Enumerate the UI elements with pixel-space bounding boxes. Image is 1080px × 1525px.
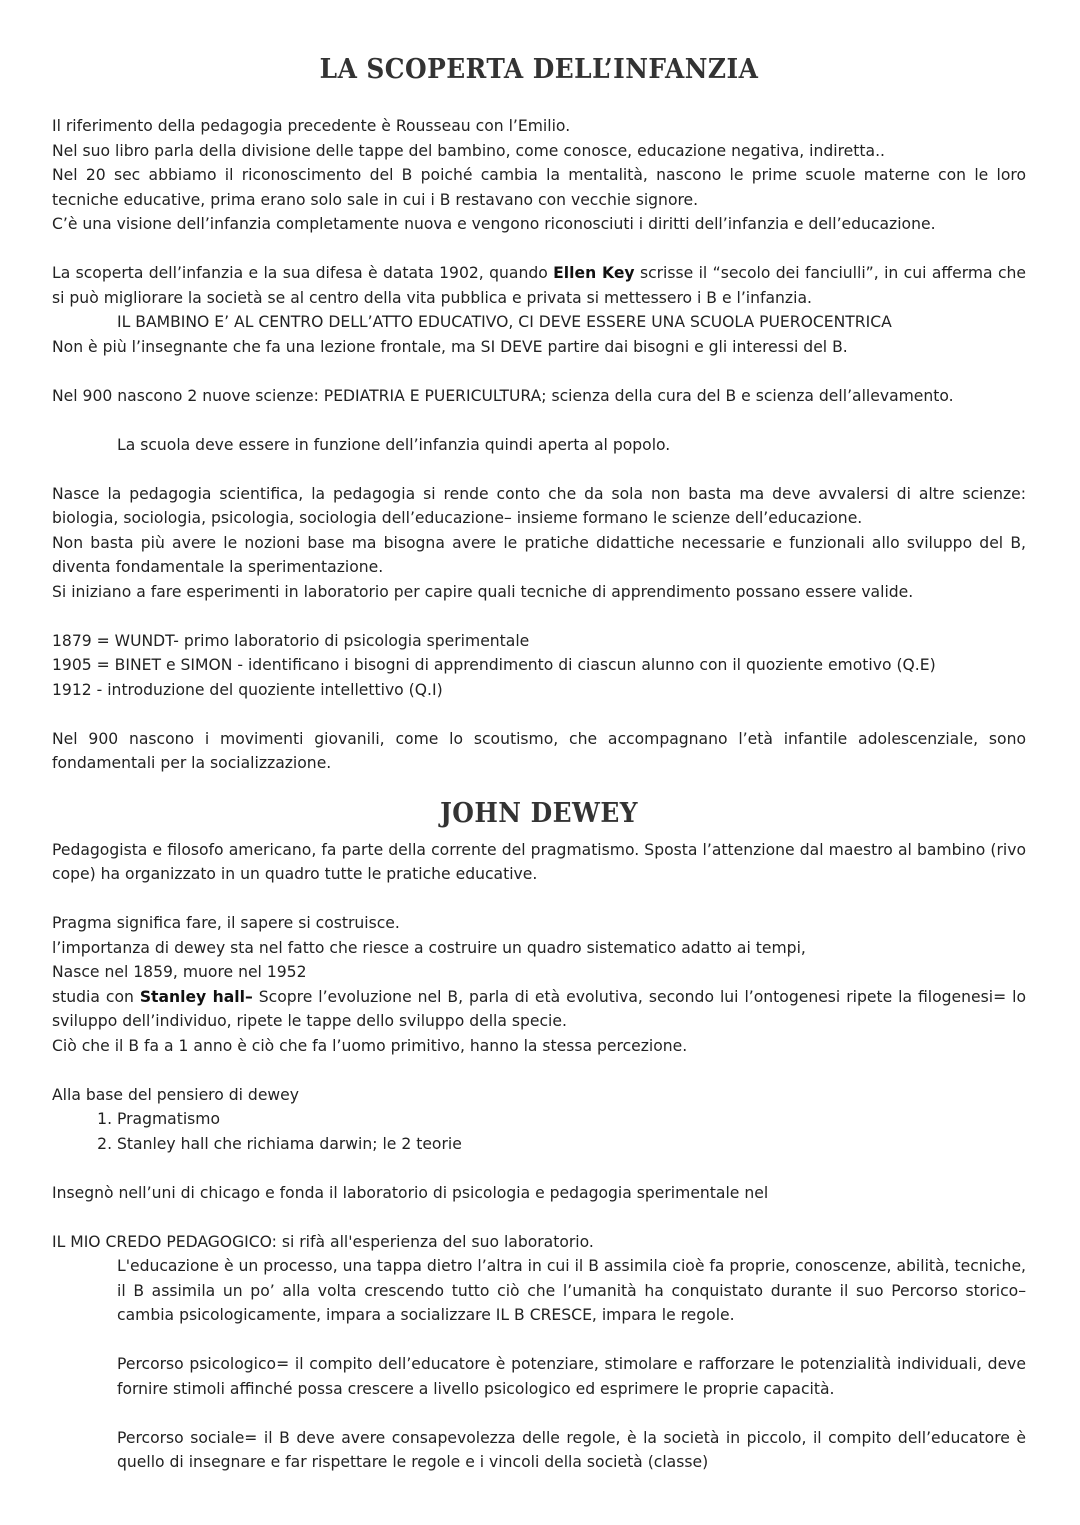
paragraph: Si iniziano a fare esperimenti in laboratorio per capire quali tecniche di apprendimento possano essere valide. (52, 582, 914, 601)
paragraph-indented: Percorso psicologico= il compito dell’educatore è potenziare, stimolare e rafforzare le potenzialità individuali, deve fornire stimoli affinché possa crescere a livello psicologico ed esprimere le proprie capacità. (117, 1355, 1026, 1398)
numbered-list (52, 1107, 1026, 1156)
paragraph: Pedagogista e filosofo americano, fa parte della corrente del pragmatismo. Sposta l’attenzione dal maestro al bambino (rivo cope) ha organizzato in un quadro tutte le pratiche educative. (52, 840, 1026, 883)
paragraph: Non basta più avere le nozioni base ma bisogna avere le pratiche didattiche necessarie e funzionali allo sviluppo del B, diventa fondamentale la sperimentazione. (52, 533, 1026, 576)
paragraph: Non è più l’insegnante che fa una lezione frontale, ma SI DEVE partire dai bisogni e gli interessi del B. (52, 337, 848, 356)
paragraph-stanley-hall (52, 985, 1026, 1034)
paragraph-indented: L'educazione è un processo, una tappa dietro l’altra in cui il B assimila cioè fa proprie, conoscenze, abilità, tecniche, il B assimila un po’ alla volta crescendo tutto ciò che l’umanità ha conquistato durante il suo Percorso storico– cambia psicologicamente, impara a socializzare IL B CRESCE, impara le regole. (117, 1257, 1026, 1324)
text-span: La scoperta dell’infanzia e la sua difesa è datata 1902, quando (52, 264, 554, 282)
paragraph: l’importanza di dewey sta nel fatto che riesce a costruire un quadro sistematico adatto ai tempi, (52, 938, 806, 957)
paragraph: IL MIO CREDO PEDAGOGICO: si rifà all'esperienza del suo laboratorio. (52, 1232, 594, 1251)
paragraph-indented: La scuola deve essere in funzione dell’infanzia quindi aperta al popolo. (117, 435, 671, 454)
paragraph: Nasce nel 1859, muore nel 1952 (52, 963, 307, 981)
paragraph: Nasce la pedagogia scientifica, la pedagogia si rende conto che da sola non basta ma deve avvalersi di altre scienze: biologia, sociologia, psicologia, sociologia dell’educazione– insieme formano le scienze dell’educazione. (52, 484, 1026, 527)
paragraph-ellen-key (52, 261, 1026, 310)
list-item: 1. Pragmatismo (117, 1107, 1026, 1132)
paragraph: Pragma significa fare, il sapere si costruisce. (52, 914, 400, 932)
paragraph: Alla base del pensiero di dewey (52, 1085, 300, 1104)
bold-name: Stanley hall– (139, 987, 253, 1006)
paragraph: C’è una visione dell’infanzia completamente nuova e vengono riconosciuti i diritti dell’infanzia e dell’educazione. (52, 215, 936, 233)
bold-name: Ellen Key (553, 264, 635, 282)
list-item: 2. Stanley hall che richiama darwin; le 2 teorie (117, 1132, 1026, 1157)
text-span: scrisse il “secolo dei fanciulli”, in cui afferma che si può migliorare la società se al centro della vita pubblica e privata si mettessero i B e l’infanzia. (52, 264, 1027, 307)
timeline-entry: 1912 - introduzione del quoziente intellettivo (Q.I) (52, 680, 443, 699)
paragraph: Insegnò nell’uni di chicago e fonda il laboratorio di psicologia e pedagogia sperimentale nel (52, 1183, 769, 1202)
paragraph: Ciò che il B fa a 1 anno è ciò che fa l’uomo primitivo, hanno la stessa percezione. (52, 1036, 688, 1055)
paragraph: Nel suo libro parla della divisione delle tappe del bambino, come conosce, educazione negativa, indiretta.. (52, 141, 885, 160)
paragraph: Il riferimento della pedagogia precedente è Rousseau con l’Emilio. (52, 117, 571, 135)
paragraph: Nel 900 nascono 2 nuove scienze: PEDIATRIA E PUERICULTURA; scienza della cura del B e scienza dell’allevamento. (52, 386, 954, 405)
title-scoperta-infanzia: LA SCOPERTA DELL’INFANZIA (319, 54, 759, 85)
paragraph: Nel 900 nascono i movimenti giovanili, come lo scoutismo, che accompagnano l’età infantile adolescenziale, sono fondamentali per la socializzazione. (52, 729, 1026, 772)
timeline-entry: 1905 = BINET e SIMON - identificano i bisogni di apprendimento di ciascun alunno con il quoziente emotivo (Q.E) (52, 656, 936, 674)
highlight-statement: IL BAMBINO E’ AL CENTRO DELL’ATTO EDUCATIVO, CI DEVE ESSERE UNA SCUOLA PUEROCENTRICA (117, 313, 892, 331)
paragraph-indented: Percorso sociale= il B deve avere consapevolezza delle regole, è la società in piccolo, il compito dell’educatore è quello di insegnare e far rispettare le regole e i vincoli della società (classe) (117, 1428, 1026, 1471)
paragraph: Nel 20 sec abbiamo il riconoscimento del B poiché cambia la mentalità, nascono le prime scuole materne con le loro tecniche educative, prima erano solo sale in cui i B restavano con vecchie signore. (52, 166, 1026, 209)
text-span: studia con (52, 987, 140, 1006)
title-john-dewey: JOHN DEWEY (440, 797, 638, 829)
timeline-entry: 1879 = WUNDT- primo laboratorio di psicologia sperimentale (52, 631, 530, 650)
text-span: Scopre l’evoluzione nel B, parla di età evolutiva, secondo lui l’ontogenesi ripete la filogenesi= lo sviluppo dell’individuo, ripete le tappe dello sviluppo della specie. (52, 987, 1026, 1030)
